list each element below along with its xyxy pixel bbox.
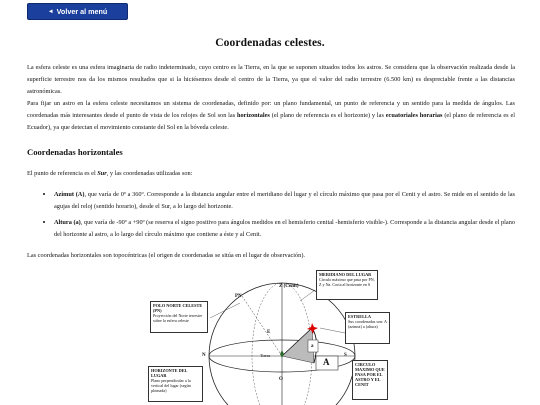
label-azimut: A [323, 357, 330, 367]
section-heading: Coordenadas horizontales [27, 147, 123, 157]
term-ecuatoriales-horarias: ecuatoriales horarias [385, 112, 443, 119]
label-e: E [267, 330, 271, 335]
section-lead: El punto de referencia es el Sur, y las coordenadas utilizadas son: [27, 170, 193, 177]
horizontal-coordinates-diagram [140, 268, 400, 405]
label-n: N [202, 353, 206, 358]
circulo-maximo-box: CIRCULO MAXIMO QUE PASA POR EL ASTRO Y EL CENIT [352, 360, 388, 400]
label-tierra: Tierra [260, 353, 271, 358]
page-title: Coordenadas celestes. [215, 37, 325, 49]
term-horizontales: horizontales [237, 112, 270, 119]
main-content [27, 62, 515, 262]
intro-paragraph-2: Para fijar un astro en la esfera celeste necesitamos un sistema de coordenadas, definido por: un plano fundamental, un punto de referencia y un sentido para la medida de ángulos. Las coordenadas más interesantes desde el punto de vista de los relojes de Sol son las horizontales (el plano de referencia es el horizonte) y las ecuatoriales horarias (el plano de referencia es el Ecuador), ya que detectan el movimiento constante del Sol en la bóveda celeste. [27, 100, 515, 131]
back-to-menu-label: Volver al menú [56, 7, 108, 16]
intro-paragraph-1: La esfera celeste es una esfera imaginaria de radio indeterminado, cuyo centro es la Tierra, en la que se suponen situados todos los astros. Se considera que la observación realizada desde la superficie terrestre nos da los mismos resultados que si la hiciésemos desde el centro de la Tierra, ya que el valor del radio terrestre (6.500 km) es despreciable frente a las distancias astronómicas. [27, 64, 515, 95]
estrella-box: ESTRELLA Sus coordenadas son: A (azimut) a (altura) [345, 312, 390, 344]
polo-norte-box: POLO NORTE CELESTE (PN) Proyección del Norte terrestre sobre la esfera celeste [150, 301, 208, 333]
list-item-altura: • Altura (a), que varía de -90º a +90º (se reserva el signo positivo para ángulos medidos en el hemisferio cenital -hemisferio visible-). Corresponde a la distancia angular desde el plano del horizonte al astro, a lo largo del círculo máximo que contiene a éste y al Cenit. [54, 216, 515, 241]
list-item-azimut: • Azimut (A), que varía de 0º a 360º. Corresponde a la distancia angular entre el meridiano del lugar y el círculo máximo que pasa por el Cenit y el astro. Se mide en el sentido de las agujas del reloj (sentido horario), desde el Sur, a lo largo del horizonte. [54, 188, 515, 213]
coordinates-list [27, 188, 515, 241]
label-pn: PN [235, 294, 242, 299]
back-to-menu-button[interactable] [27, 3, 128, 20]
back-arrow-icon: ◄ [47, 8, 54, 15]
label-zenit: Z (Cenit) [279, 284, 299, 289]
horizonte-box: HORIZONTE DEL LUGAR Plano perpendicular a la vertical del lugar (según plomada) [148, 366, 203, 402]
topocentric-note: Las coordenadas horizontales son topocéntricas (el origen de coordenadas se sitúa en el lugar de observación). [27, 252, 306, 259]
label-altura: a [311, 344, 314, 349]
label-s: S [344, 353, 347, 358]
meridiano-box: MERIDIANO DEL LUGAR Círculo máximo que pasa por PN, Z y Na. Corta al horizonte en S [316, 270, 378, 300]
label-o: O [279, 377, 283, 382]
